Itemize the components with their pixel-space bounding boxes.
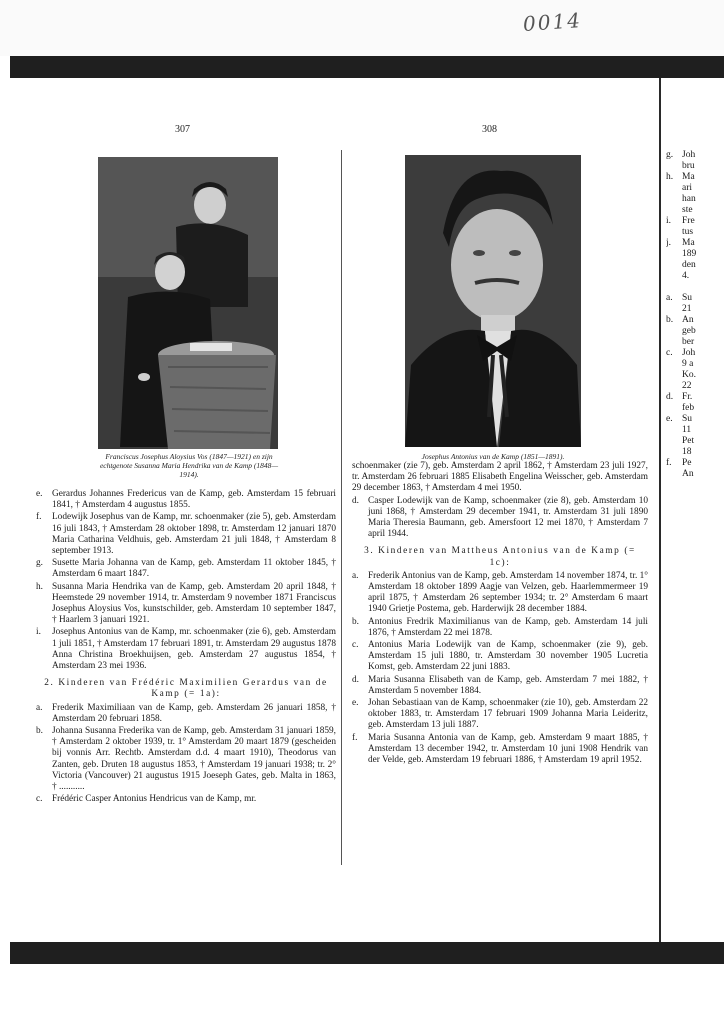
entry-text: Frederik Antonius van de Kamp, geb. Amsterdam 14 november 1874, tr. 1° Amsterdam 18 oktober 1899 Aagje van Velzen, geb. Haarlemmermeer 19 april 1875, † Amsterdam 26 september 1934; tr. 2° Amsterdam 6 maart 1940 Grietje Postema, geb. Harderwijk 28 december 1884. (368, 570, 648, 615)
fragment-row (666, 150, 724, 161)
genealogy-entry (36, 489, 336, 511)
fragment-row (666, 326, 724, 337)
fragment-row (666, 271, 724, 282)
entry-label: f. (352, 732, 358, 743)
fragment-row (666, 315, 724, 326)
fragment-text: ste (682, 205, 693, 215)
fragment-text: feb (682, 403, 695, 413)
fragment-row (666, 370, 724, 381)
entry-label: h. (36, 581, 43, 592)
fragment-row (666, 348, 724, 359)
genealogy-entry (36, 794, 336, 805)
entry-text: Gerardus Johannes Fredericus van de Kamp, geb. Amsterdam 15 februari 1841, † Amsterdam 4 augustus 1855. (52, 489, 336, 511)
fragment-row (666, 282, 724, 293)
fragment-row (666, 414, 724, 425)
left-page-text (36, 489, 336, 806)
entry-label: f. (36, 512, 42, 523)
fragment-text: Ma (682, 238, 695, 248)
genealogy-entry (36, 627, 336, 672)
fragment-row (666, 216, 724, 227)
fragment-row (666, 260, 724, 271)
entry-text: Maria Susanna Elisabeth van de Kamp, geb. Amsterdam 7 mei 1882, † Amsterdam 5 november 1884. (368, 674, 648, 696)
fragment-text: 21 (682, 304, 692, 314)
fragment-text: ari (682, 183, 693, 193)
fragment-text: geb (682, 326, 696, 336)
genealogy-entry (352, 617, 648, 639)
fragment-label: i. (666, 216, 672, 226)
genealogy-entry (352, 571, 648, 616)
fragment-row (666, 425, 724, 436)
entry-label: c. (352, 640, 359, 651)
section-2-heading: 2. Kinderen van Frédéric Maximilien Gerardus van de Kamp (= 1a): (44, 678, 328, 700)
fragment-text: 189 (682, 249, 697, 259)
fragment-text: 9 a (682, 359, 694, 369)
fragment-row (666, 337, 724, 348)
fragment-label: a. (666, 293, 673, 303)
fragment-row (666, 183, 724, 194)
genealogy-entry (352, 733, 648, 767)
entry-text: Susanna Maria Hendrika van de Kamp, geb. Amsterdam 20 april 1848, † Heemstede 29 november 1914, tr. Amsterdam 9 november 1871 Franciscus Josephus Aloysius Vos, kunstschilder, geb. Amsterdam 10 september 1847, † Haarlem 3 januari 1921. (52, 581, 336, 626)
fragment-label: c. (666, 348, 673, 358)
entry-label: b. (352, 616, 359, 627)
entry-label: d. (352, 674, 359, 685)
fragment-label: b. (666, 315, 674, 325)
fragment-text: Su (682, 293, 693, 303)
fragment-row (666, 238, 724, 249)
fragment-text: An (682, 315, 694, 325)
entry-text: Casper Lodewijk van de Kamp, schoenmaker (zie 8), geb. Amsterdam 10 juni 1868, † Amsterdam 29 december 1941, tr. Amsterdam 31 juli 1890 Maria Theresia Baumann, geb. Amersfoort 12 mei 1870, † Amsterdam 7 april 1944. (368, 495, 648, 540)
fragment-label: g. (666, 150, 674, 160)
fragment-text: han (682, 194, 696, 204)
portrait-photo-man (405, 155, 581, 447)
entry-label: c. (36, 794, 43, 805)
fragment-text: 22 (682, 381, 692, 391)
entry-text: Frederik Maximiliaan van de Kamp, geb. Amsterdam 26 januari 1858, † Amsterdam 20 februari 1858. (52, 702, 336, 724)
section-3-heading: 3. Kinderen van Mattheus Antonius van de Kamp (= 1c): (364, 546, 636, 568)
fragment-label: f. (666, 458, 672, 468)
fragment-text: Ko. (682, 370, 696, 380)
fragment-row (666, 359, 724, 370)
right-page-text (352, 461, 648, 767)
fragment-row (666, 469, 724, 480)
entry-text: Josephus Antonius van de Kamp, mr. schoenmaker (zie 6), geb. Amsterdam 1 juli 1851, † Amsterdam 17 februari 1891, tr. Amsterdam 29 augustus 1878 Anna Christina Broekhuijsen, geb. Amsterdam 27 augustus 1854, † Amsterdam 23 mei 1936. (52, 627, 336, 672)
scan-border-top (10, 56, 724, 78)
entry-label: g. (36, 558, 43, 569)
scan-border-bottom (10, 942, 724, 964)
fragment-text: An (682, 469, 694, 479)
fragment-text: 11 (682, 425, 692, 435)
entry-text: Frédéric Casper Antonius Hendricus van de Kamp, mr. (52, 794, 257, 805)
genealogy-entry (352, 496, 648, 541)
fragment-row (666, 161, 724, 172)
entry-label: e. (352, 698, 359, 709)
fragment-text: Joh (682, 348, 696, 358)
genealogy-entry (352, 640, 648, 674)
fragment-row (666, 403, 724, 414)
fragment-row (666, 293, 724, 304)
fragment-text: Fre (682, 216, 695, 226)
entry-text: Antonius Fredrik Maximilianus van de Kamp, geb. Amsterdam 14 juli 1876, † Amsterdam 22 mei 1878. (368, 616, 648, 638)
fragment-row (666, 205, 724, 216)
genealogy-entry (352, 698, 648, 732)
entry-label: b. (36, 726, 43, 737)
fragment-text: 4. (682, 271, 690, 281)
fragment-row (666, 436, 724, 447)
genealogy-entry (36, 512, 336, 557)
fragment-row (666, 447, 724, 458)
genealogy-entry (36, 582, 336, 627)
entry-text: Johan Sebastiaan van de Kamp, schoenmaker (zie 10), geb. Amsterdam 22 oktober 1883, tr. Amsterdam 17 februari 1909 Johanna Maria Leideritz, geb. Amsterdam 13 juli 1887. (368, 698, 648, 731)
fragment-text: 18 (682, 447, 692, 457)
fragment-row (666, 249, 724, 260)
fragment-text: bru (682, 161, 695, 171)
fragment-text: tus (682, 227, 694, 237)
entry-text: Lodewijk Josephus van de Kamp, mr. schoenmaker (zie 5), geb. Amsterdam 16 juli 1843, † Amsterdam 28 oktober 1898, tr. Amsterdam 12 januari 1870 Maria Catharina Veldhuis, geb. Amsterdam 21 juli 1848, † Amsterdam 8 september 1913. (52, 512, 336, 557)
entry-label: a. (352, 570, 359, 581)
entry-label: d. (352, 495, 359, 506)
entry-label: a. (36, 702, 43, 713)
scan-margin (0, 0, 724, 56)
entry-text: Susette Maria Johanna van de Kamp, geb. Amsterdam 11 oktober 1845, † Amsterdam 6 maart 1847. (52, 558, 336, 580)
fragment-text: Ma (682, 172, 695, 182)
fragment-text: ber (682, 337, 695, 347)
page-number-right: 308 (482, 124, 497, 135)
genealogy-entry (36, 558, 336, 580)
fragment-row (666, 304, 724, 315)
fragment-text: Su (682, 414, 693, 424)
handwritten-archive-number: 0014 (522, 7, 583, 37)
fragment-row (666, 172, 724, 183)
portrait-photo-couple (98, 157, 278, 449)
genealogy-entry (352, 675, 648, 697)
entry-continuation: schoenmaker (zie 7), geb. Amsterdam 2 april 1862, † Amsterdam 23 juli 1927, tr. Amsterdam 26 februari 1885 Elisabeth Engelina Weisscher, geb. Amsterdam 29 december 1863, † Amsterdam 4 mei 1950. (352, 461, 648, 494)
genealogy-entry (36, 703, 336, 725)
genealogy-entry (36, 726, 336, 793)
fragment-row (666, 194, 724, 205)
fragment-text: Pe (682, 458, 692, 468)
fragment-text: den (682, 260, 696, 270)
fragment-text: Fr. (682, 392, 693, 402)
next-page-fragment (666, 150, 724, 480)
fragment-row (666, 381, 724, 392)
fragment-row (666, 458, 724, 469)
fragment-label: h. (666, 172, 674, 182)
fragment-text: Joh (682, 150, 696, 160)
fragment-label: j. (666, 238, 672, 248)
fragment-row (666, 392, 724, 403)
column-divider (341, 150, 342, 865)
entry-label: e. (36, 489, 43, 499)
entry-label: i. (36, 627, 41, 638)
fragment-row (666, 227, 724, 238)
entry-text: Maria Susanna Antonia van de Kamp, geb. Amsterdam 9 maart 1885, † Amsterdam 13 december 1942, tr. Amsterdam 10 juni 1908 Hendrik van der Velde, geb. Amsterdam 19 februari 1886, † Amsterdam 19 april 1952. (368, 732, 648, 766)
fragment-label: d. (666, 392, 674, 402)
next-page-edge (659, 78, 661, 942)
photo-caption-left: Franciscus Josephus Aloysius Vos (1847—1921) en zijn echtgenote Susanna Maria Hendrika van de Kamp (1848—1914). (99, 452, 279, 479)
entry-text: Johanna Susanna Frederika van de Kamp, geb. Amsterdam 31 januari 1859, † Amsterdam 2 oktober 1939, tr. 1° Amsterdam 20 maart 1879 (gescheiden bij vonnis Arr. Rechtb. Amsterdam d.d. 4 maart 1910), Theodorus van Zanten, geb. Druten 18 augustus 1853, † Amsterdam 19 januari 1938; tr. 2° Victoria (Vancouver) 21 augustus 1915 Joeseph Gates, geb. Malta in 1863, † ........... (52, 726, 336, 793)
entry-text: Antonius Maria Lodewijk van de Kamp, schoenmaker (zie 9), geb. Amsterdam 15 juli 1880, tr. Amsterdam 30 november 1905 Lucretia Komst, geb. Amsterdam 22 juni 1883. (368, 640, 648, 673)
fragment-label: e. (666, 414, 673, 424)
fragment-text: Pet (682, 436, 695, 446)
photo-caption-right: Josephus Antonius van de Kamp (1851—1891). (421, 452, 565, 461)
page-number-left: 307 (175, 124, 190, 135)
